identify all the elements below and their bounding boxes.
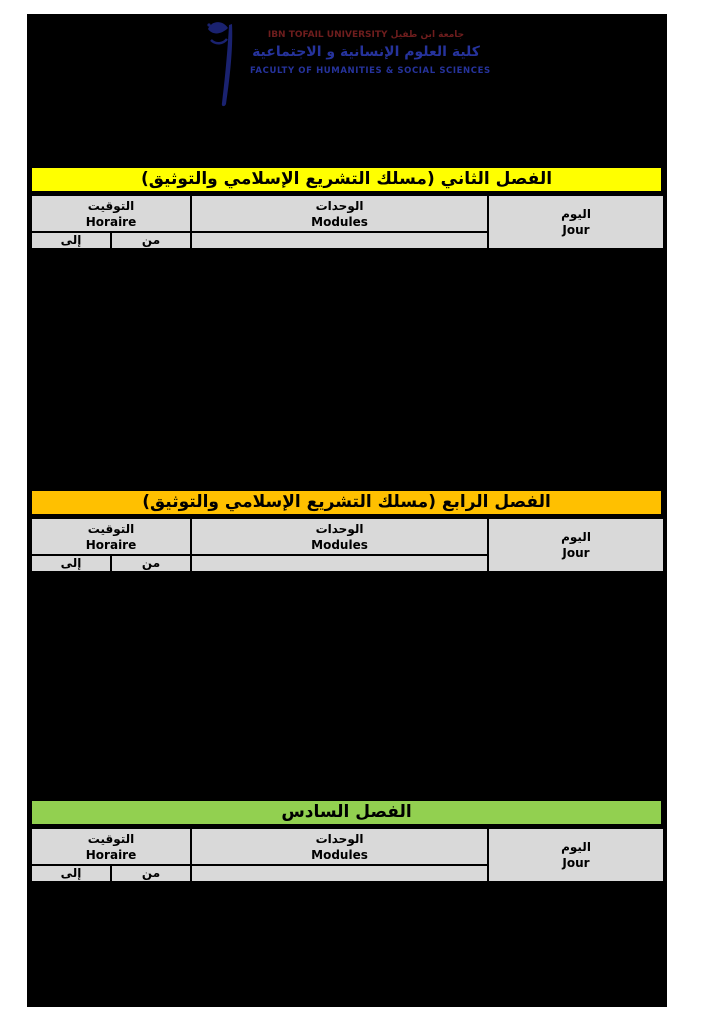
day-header-cell: [488, 518, 664, 572]
to-subheader-cell: إلى: [31, 232, 111, 249]
time-label-arabic: التوقيت: [87, 831, 135, 846]
semester-6-section: [30, 799, 663, 883]
modules-label-french: Modules: [311, 214, 368, 229]
time-label-french: Horaire: [85, 214, 137, 229]
time-label-arabic: التوقيت: [87, 198, 135, 213]
day-label-french: Jour: [562, 856, 590, 870]
modules-label-french: Modules: [311, 537, 368, 552]
day-label-arabic: اليوم: [561, 840, 591, 854]
logo-faculty-name-arabic: كلية العلوم الإنسانية و الاجتماعية: [252, 44, 480, 60]
semester-4-timetable: [30, 517, 665, 573]
time-label-arabic: التوقيت: [87, 521, 135, 536]
modules-empty-subcell: [191, 232, 488, 249]
scan-black-background: [27, 14, 667, 1007]
modules-label-french: Modules: [311, 847, 368, 862]
semester-6-title-bar: الفصل السادس: [30, 799, 663, 826]
modules-label-arabic: الوحدات: [315, 831, 364, 846]
day-header-cell: [488, 195, 664, 249]
modules-empty-subcell: [191, 865, 488, 882]
time-header-cell: [31, 518, 191, 555]
day-label-french: Jour: [562, 546, 590, 560]
semester-4-title-bar: الفصل الرابع (مسلك التشريع الإسلامي والتوثيق): [30, 489, 663, 516]
day-label-arabic: اليوم: [561, 530, 591, 544]
to-subheader-cell: إلى: [31, 865, 111, 882]
modules-label-arabic: الوحدات: [315, 521, 364, 536]
semester-2-title-bar: الفصل الثاني (مسلك التشريع الإسلامي والتوثيق): [30, 166, 663, 193]
semester-2-timetable: [30, 194, 665, 250]
semester-4-section: [30, 489, 663, 573]
time-header-cell: [31, 828, 191, 865]
to-subheader-cell: إلى: [31, 555, 111, 572]
semester-2-section: [30, 166, 663, 250]
from-subheader-cell: من: [111, 232, 191, 249]
day-label-arabic: اليوم: [561, 207, 591, 221]
modules-header-cell: [191, 828, 488, 865]
time-header-cell: [31, 195, 191, 232]
time-label-french: Horaire: [85, 537, 137, 552]
modules-label-arabic: الوحدات: [315, 198, 364, 213]
university-logo: [202, 14, 492, 114]
time-label-french: Horaire: [85, 847, 137, 862]
modules-header-cell: [191, 195, 488, 232]
from-subheader-cell: من: [111, 865, 191, 882]
day-label-french: Jour: [562, 223, 590, 237]
modules-empty-subcell: [191, 555, 488, 572]
logo-faculty-name-english: FACULTY OF HUMANITIES & SOCIAL SCIENCES: [250, 66, 491, 76]
day-header-cell: [488, 828, 664, 882]
university-bird-logo-icon: [202, 16, 248, 114]
semester-6-timetable: [30, 827, 665, 883]
logo-university-name: جامعة ابن طفيل IBN TOFAIL UNIVERSITY: [267, 30, 465, 40]
modules-header-cell: [191, 518, 488, 555]
from-subheader-cell: من: [111, 555, 191, 572]
